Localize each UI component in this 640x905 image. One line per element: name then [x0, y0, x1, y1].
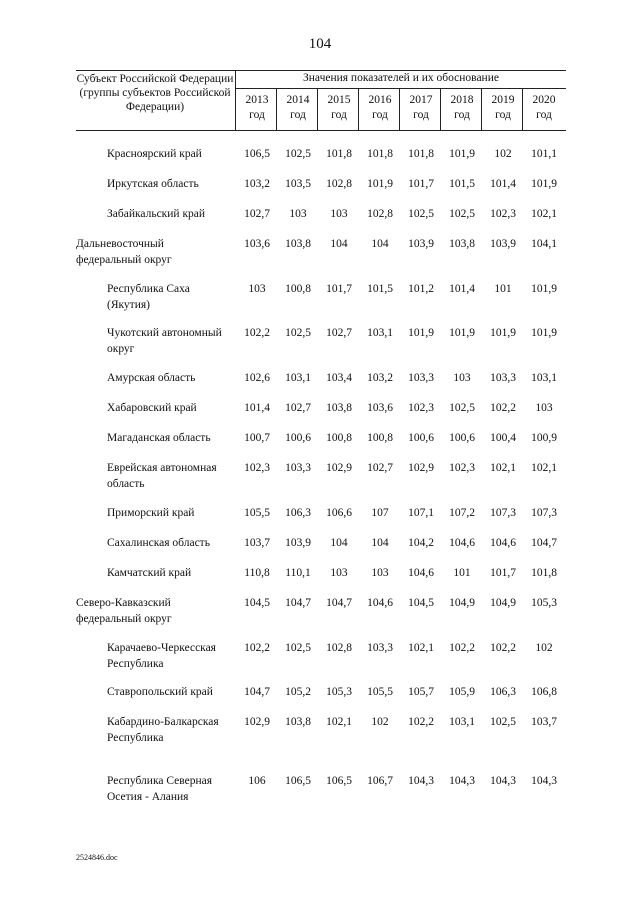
value-cell: 104: [330, 537, 348, 549]
value-cell: 105,5: [244, 507, 270, 519]
value-cell: 107,3: [490, 507, 516, 519]
value-cell: 102: [494, 148, 512, 160]
district-name: Северо-Кавказский федеральный округ: [76, 597, 172, 625]
value-cell: 102,5: [449, 402, 475, 414]
value-cell: 102,7: [326, 327, 352, 339]
value-cell: 104,3: [531, 775, 557, 787]
year-label: 2020: [532, 94, 556, 106]
value-cell: 103: [248, 283, 266, 295]
year-label: 2018: [450, 94, 474, 106]
region-name: Магаданская область: [107, 432, 211, 444]
value-cell: 102,9: [244, 716, 270, 728]
subject-column-header: Субъект Российской Федерации (группы субъектов Российской Федерации): [76, 73, 234, 113]
value-cell: 104,9: [449, 597, 475, 609]
year-header-2: [318, 93, 360, 123]
value-cell: 102,3: [449, 462, 475, 474]
value-cell: 101,7: [408, 178, 434, 190]
value-cell: 102: [371, 716, 389, 728]
region-name: Республика Саха (Якутия): [107, 283, 190, 311]
value-cell: 102,3: [408, 402, 434, 414]
value-cell: 103,8: [285, 238, 311, 250]
year-unit: год: [290, 109, 306, 121]
value-cell: 102,9: [326, 462, 352, 474]
value-cell: 103,9: [490, 238, 516, 250]
value-cell: 102,1: [531, 462, 557, 474]
value-cell: 103,1: [531, 372, 557, 384]
value-cell: 104,2: [408, 537, 434, 549]
year-column-divider: [399, 88, 400, 130]
value-cell: 100,8: [326, 432, 352, 444]
value-cell: 102,5: [449, 208, 475, 220]
value-cell: 102,5: [490, 716, 516, 728]
value-cell: 105,5: [367, 686, 393, 698]
header-bottom-rule: [76, 130, 566, 131]
value-cell: 103,1: [449, 716, 475, 728]
value-cell: 104,1: [531, 238, 557, 250]
value-cell: 107: [371, 507, 389, 519]
year-column-divider: [358, 88, 359, 130]
value-cell: 104,6: [449, 537, 475, 549]
value-cell: 102,2: [449, 642, 475, 654]
value-cell: 103: [330, 567, 348, 579]
year-header-3: [359, 93, 401, 123]
page-number: 104: [308, 36, 332, 52]
value-cell: 101,7: [490, 567, 516, 579]
region-name: Забайкальский край: [107, 208, 206, 220]
value-cell: 110,8: [244, 567, 270, 579]
value-cell: 103,8: [285, 716, 311, 728]
value-cell: 110,1: [285, 567, 311, 579]
value-cell: 101,8: [326, 148, 352, 160]
value-cell: 104,6: [408, 567, 434, 579]
year-unit: год: [331, 109, 347, 121]
year-column-divider: [522, 88, 523, 130]
value-cell: 101,4: [449, 283, 475, 295]
value-cell: 102,2: [244, 642, 270, 654]
value-cell: 107,3: [531, 507, 557, 519]
value-cell: 101: [494, 283, 512, 295]
value-cell: 103,3: [490, 372, 516, 384]
value-cell: 104,5: [408, 597, 434, 609]
region-name: Еврейская автономная область: [107, 462, 217, 490]
value-cell: 104,6: [367, 597, 393, 609]
value-cell: 106,8: [531, 686, 557, 698]
region-name: Иркутская область: [107, 178, 199, 190]
value-cell: 107,2: [449, 507, 475, 519]
value-cell: 107,1: [408, 507, 434, 519]
value-cell: 104: [371, 238, 389, 250]
value-cell: 101,9: [490, 327, 516, 339]
value-cell: 105,9: [449, 686, 475, 698]
value-cell: 106,3: [285, 507, 311, 519]
region-name: Чукотский автономный округ: [107, 327, 222, 355]
value-cell: 105,3: [326, 686, 352, 698]
value-cell: 103,7: [531, 716, 557, 728]
region-name: Амурская область: [107, 372, 196, 384]
value-cell: 101,9: [367, 178, 393, 190]
value-cell: 106,5: [244, 148, 270, 160]
value-cell: 103: [330, 208, 348, 220]
value-cell: 100,6: [449, 432, 475, 444]
value-cell: 101,4: [490, 178, 516, 190]
year-column-divider: [481, 88, 482, 130]
value-cell: 104,6: [490, 537, 516, 549]
region-name: Ставропольский край: [107, 686, 213, 698]
value-cell: 103,3: [285, 462, 311, 474]
value-cell: 101,8: [408, 148, 434, 160]
value-cell: 102,2: [490, 402, 516, 414]
year-unit: год: [249, 109, 265, 121]
value-cell: 101,4: [244, 402, 270, 414]
value-cell: 101,9: [531, 178, 557, 190]
value-cell: 103,2: [244, 178, 270, 190]
value-cell: 104,3: [408, 775, 434, 787]
year-label: 2015: [327, 94, 351, 106]
value-cell: 102,5: [285, 642, 311, 654]
year-header-4: [400, 93, 442, 123]
year-unit: год: [372, 109, 388, 121]
value-cell: 102,5: [285, 148, 311, 160]
value-cell: 103,8: [449, 238, 475, 250]
value-cell: 102,7: [244, 208, 270, 220]
year-column-divider: [440, 88, 441, 130]
value-cell: 102: [535, 642, 553, 654]
value-cell: 105,2: [285, 686, 311, 698]
value-cell: 103,6: [367, 402, 393, 414]
value-cell: 103,3: [367, 642, 393, 654]
year-column-divider: [317, 88, 318, 130]
value-cell: 100,8: [367, 432, 393, 444]
value-cell: 101,1: [531, 148, 557, 160]
value-cell: 106,3: [490, 686, 516, 698]
value-cell: 102,7: [367, 462, 393, 474]
document-filename: 2524846.doc: [76, 853, 118, 862]
value-cell: 103: [371, 567, 389, 579]
region-name: Приморский край: [107, 507, 195, 519]
value-cell: 103: [535, 402, 553, 414]
value-cell: 103,7: [244, 537, 270, 549]
value-cell: 102,1: [326, 716, 352, 728]
value-cell: 101,7: [326, 283, 352, 295]
value-cell: 102,8: [367, 208, 393, 220]
value-cell: 101,9: [408, 327, 434, 339]
value-cell: 105,3: [531, 597, 557, 609]
year-column-divider: [276, 88, 277, 130]
value-cell: 102,1: [490, 462, 516, 474]
value-cell: 103,1: [367, 327, 393, 339]
region-name: Кабардино-Балкарская Республика: [107, 716, 219, 744]
value-cell: 104: [330, 238, 348, 250]
value-cell: 103,1: [285, 372, 311, 384]
value-cell: 106: [248, 775, 266, 787]
value-cell: 102,5: [285, 327, 311, 339]
header-sub-rule: [236, 88, 566, 89]
year-header-0: [236, 93, 278, 123]
value-cell: 102,2: [490, 642, 516, 654]
value-cell: 101,9: [449, 148, 475, 160]
year-header-1: [277, 93, 319, 123]
value-cell: 103,2: [367, 372, 393, 384]
value-cell: 103,9: [285, 537, 311, 549]
value-cell: 100,6: [285, 432, 311, 444]
value-cell: 106,6: [326, 507, 352, 519]
region-name: Камчатский край: [107, 567, 192, 579]
value-cell: 100,7: [244, 432, 270, 444]
year-unit: год: [536, 109, 552, 121]
value-cell: 101,9: [531, 283, 557, 295]
value-cell: 102,2: [408, 716, 434, 728]
value-cell: 100,6: [408, 432, 434, 444]
value-cell: 104,3: [490, 775, 516, 787]
value-cell: 104,7: [326, 597, 352, 609]
value-cell: 104,9: [490, 597, 516, 609]
value-cell: 102,7: [285, 402, 311, 414]
value-cell: 103,5: [285, 178, 311, 190]
value-cell: 103,9: [408, 238, 434, 250]
value-cell: 101: [453, 567, 471, 579]
value-cell: 102,1: [531, 208, 557, 220]
indicator-group-header: Значения показателей и их обоснование: [303, 72, 499, 84]
value-cell: 101,2: [408, 283, 434, 295]
region-name: Сахалинская область: [107, 537, 210, 549]
value-cell: 101,8: [531, 567, 557, 579]
value-cell: 106,5: [326, 775, 352, 787]
value-cell: 102,6: [244, 372, 270, 384]
value-cell: 102,1: [408, 642, 434, 654]
year-header-6: [482, 93, 524, 123]
value-cell: 104,7: [285, 597, 311, 609]
year-label: 2019: [491, 94, 515, 106]
year-unit: год: [495, 109, 511, 121]
value-cell: 103: [453, 372, 471, 384]
year-label: 2014: [286, 94, 310, 106]
value-cell: 103,8: [326, 402, 352, 414]
district-name: Дальневосточный федеральный округ: [76, 238, 172, 266]
value-cell: 101,8: [367, 148, 393, 160]
value-cell: 102,8: [326, 178, 352, 190]
year-label: 2013: [245, 94, 269, 106]
value-cell: 106,5: [285, 775, 311, 787]
value-cell: 102,5: [408, 208, 434, 220]
value-cell: 104: [371, 537, 389, 549]
value-cell: 106,7: [367, 775, 393, 787]
value-cell: 105,7: [408, 686, 434, 698]
year-header-7: [523, 93, 565, 123]
region-name: Республика Северная Осетия - Алания: [107, 775, 213, 803]
value-cell: 101,5: [367, 283, 393, 295]
value-cell: 103,4: [326, 372, 352, 384]
value-cell: 100,4: [490, 432, 516, 444]
region-name: Хабаровский край: [107, 402, 197, 414]
value-cell: 104,7: [531, 537, 557, 549]
year-unit: год: [454, 109, 470, 121]
value-cell: 103,6: [244, 238, 270, 250]
value-cell: 100,9: [531, 432, 557, 444]
value-cell: 104,5: [244, 597, 270, 609]
region-name: Красноярский край: [107, 148, 202, 160]
value-cell: 100,8: [285, 283, 311, 295]
value-cell: 101,9: [531, 327, 557, 339]
value-cell: 104,3: [449, 775, 475, 787]
value-cell: 102,8: [326, 642, 352, 654]
value-cell: 101,5: [449, 178, 475, 190]
value-cell: 102,2: [244, 327, 270, 339]
year-label: 2017: [409, 94, 433, 106]
value-cell: 102,3: [244, 462, 270, 474]
header-top-rule: [76, 70, 566, 71]
value-cell: 101,9: [449, 327, 475, 339]
value-cell: 103,3: [408, 372, 434, 384]
value-cell: 102,9: [408, 462, 434, 474]
value-cell: 102,3: [490, 208, 516, 220]
year-label: 2016: [368, 94, 392, 106]
year-unit: год: [413, 109, 429, 121]
year-header-5: [441, 93, 483, 123]
value-cell: 103: [289, 208, 307, 220]
value-cell: 104,7: [244, 686, 270, 698]
region-name: Карачаево-Черкесская Республика: [107, 642, 216, 670]
